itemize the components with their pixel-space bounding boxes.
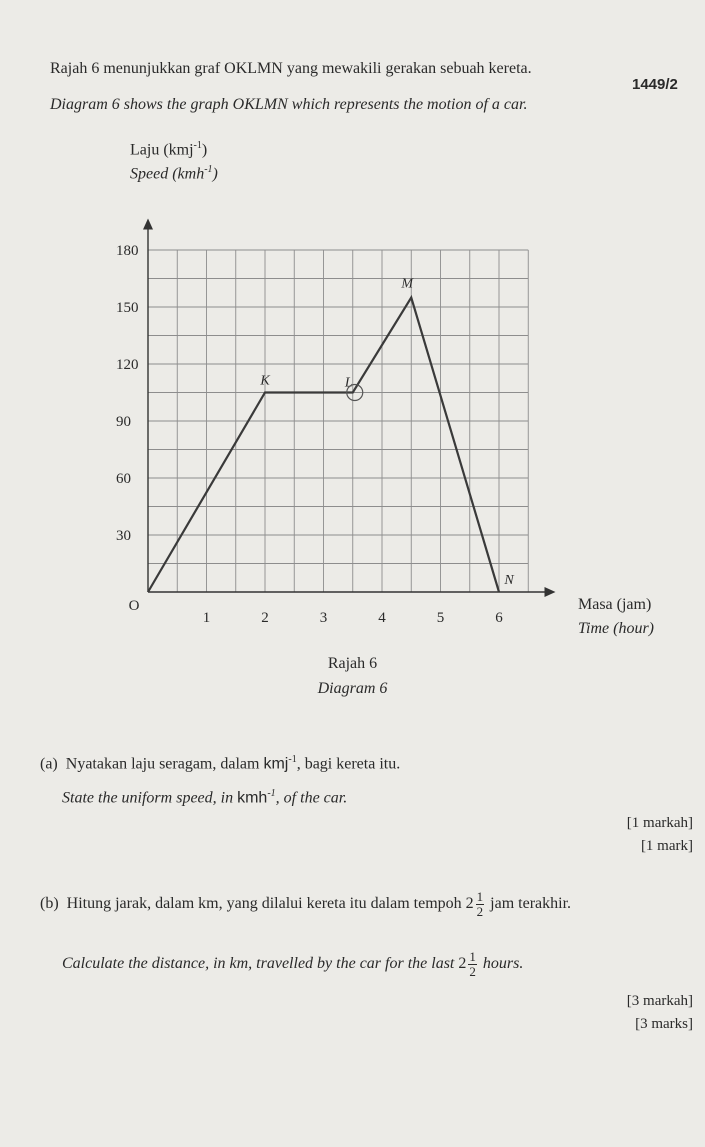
y-axis-label-english: Speed (kmh$^{-1}$) [130,164,218,183]
question-a-malay: (a) Nyatakan laju seragam, dalam kmj$^{-1}$, bagi kereta itu. [40,754,401,773]
y-axis-arrow [143,219,153,230]
question-b-marks-malay: [3 markah] [626,993,693,1009]
question-b-malay: (b) Hitung jarak, dalam km, yang dilalui kereta itu dalam tempoh 2 $\frac{1}{2}$ jam terakhir. [40,889,572,919]
x-tick-label: 1 [202,610,211,626]
x-axis-arrow [545,587,556,597]
question-b-label: (b) [40,895,59,913]
origin-label: O [128,598,140,614]
point-label-l: L [344,375,353,391]
intro-malay: Rajah 6 menunjukkan graf OKLMN yang mewakili gerakan sebuah kereta. [50,60,532,77]
question-a-marks-english: [1 mark] [640,838,693,854]
question-a-label: (a) [40,755,58,773]
question-b-marks-english: [3 marks] [635,1016,693,1032]
x-axis-label-english: Time (hour) [578,620,654,637]
paper-code: 1449/2 [632,76,678,93]
fraction-half: $\frac{1}{2}$ [476,889,484,919]
x-tick-label: 3 [319,610,328,626]
y-axis-label-malay: Laju (kmj$^{-1}$) [130,140,208,159]
x-tick-label: 6 [495,610,503,626]
x-axis-label-malay: Masa (jam) [578,596,652,613]
y-tick-label: 60 [116,471,131,487]
intro-english: Diagram 6 shows the graph OKLMN which represents the motion of a car. [50,96,528,113]
tick-labels [116,243,503,626]
point-label-m: M [401,276,414,292]
y-tick-label: 180 [116,243,139,259]
point-label-n: N [504,573,514,588]
question-a-marks-malay: [1 markah] [626,815,693,831]
axes [143,219,556,598]
x-tick-label: 2 [261,610,269,626]
y-tick-label: 120 [116,357,139,373]
diagram-caption-malay: Rajah 6 [327,655,378,672]
x-tick-label: 4 [378,610,386,626]
y-tick-label: 150 [116,300,139,316]
grid [148,250,528,592]
diagram-caption-english: Diagram 6 [317,680,388,697]
y-tick-label: 30 [116,528,131,544]
question-b-english: Calculate the distance, in km, travelled by the car for the last 2 $\frac{1}{2}$ hours. [62,949,524,979]
y-tick-label: 90 [116,414,131,430]
question-a-english: State the uniform speed, in kmh$^{-1}$, of the car. [62,788,348,807]
point-labels [259,277,514,589]
x-tick-label: 5 [436,610,445,626]
point-label-k: K [260,373,270,389]
